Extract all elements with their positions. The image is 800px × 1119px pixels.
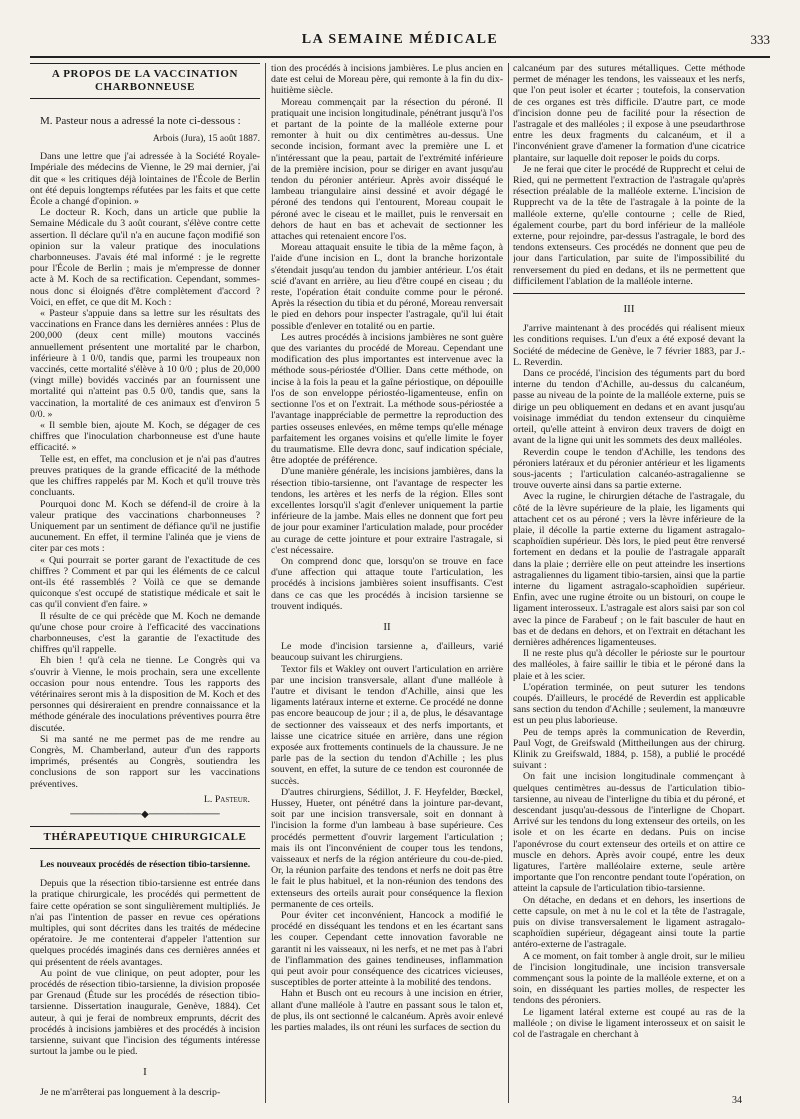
paragraph: Moreau commençait par la résection du péroné. Il pratiquait une incision longitudinale, pénétrant jusqu'à l'os et partant de la pointe de la malléole externe pour remonter à huit ou dix centimètres au-dessus. Une seconde incision, formant avec la première une L et n'intéressant que la peau, partait de l'extrémité inférieure de la première incision, pour se diriger en avant jusqu'au tendon du péronier antérieur. Après avoir disséqué le lambeau triangulaire ainsi dessiné et avoir dégagé le péroné des tendons qui l'entourent, Moreau coupait le péroné avec le ciseau et le maillet, puis le renversait en dehors de haut en bas et achevait de sectionner les attaches qui retenaient encore l'os. bbox=[271, 96, 503, 243]
page-number: 333 bbox=[750, 32, 770, 47]
paragraph: On fait une incision longitudinale commençant à quelques centimètres au-dessus de l'articulation tibio-tarsienne, au niveau de l'interligne du tibia et du péroné, et descendant jusqu'au-dessous de l'interligne de Chopart. Arrivé sur les tendons du long extenseur des orteils, on les isole et on les écarte en dedans. Puis on incise l'aponévrose du court extenseur des orteils et on attire ce muscle en dehors. Après avoir coupé, entre les deux ligatures, l'artère malléolaire externe, seule artère importante que l'on rencontre pendant toute l'opération, on atteint la capsule de l'articulation tibio-tarsienne. bbox=[513, 771, 745, 895]
paragraph: Je ne ferai que citer le procédé de Rupprecht et celui de Ried, qui ne permettent l'extraction de l'astragale qu'après résection préalable de la malléole externe. L'incision de Rupprecht va de la tête de l'astragale à la pointe de la malléole externe, qu'elle contourne ; celle de Ried, également courbe, part du bord inférieur de la malléole externe, pour rejoindre, par-dessus l'astragale, le bord des tendons extenseurs. Ces procédés ne donnent que peu de jour dans l'articulation, par suite de l'impossibilité du renversement du pied en dedans, et ils ne permettent que difficilement l'ablation de la malléole interne. bbox=[513, 163, 745, 287]
paragraph: Il résulte de ce qui précède que M. Koch ne demande qu'une chose pour croire à l'efficacité des vaccinations charbonneuses, c'est la garantie de l'exactitude des chiffres qu'il rappelle. bbox=[30, 610, 260, 656]
column-divider bbox=[265, 63, 266, 1103]
paragraph: calcanéum par des sutures métalliques. Cette méthode permet de ménager les tendons, les vaisseaux et les nerfs, que l'on peut isoler et écarter ; toutefois, la conservation de ces organes est très difficile. D'autre part, ce mode d'incision donne peu de facilité pour la résection de l'astragale et des malléoles ; il expose à une pseudarthrose entre les deux fragments du calcanéum, et il a l'inconvénient grave d'amener la formation d'une cicatrice plantaire, sur laquelle doit reposer le poids du corps. bbox=[513, 63, 745, 164]
paragraph: Au point de vue clinique, on peut adopter, pour les procédés de résection tibio-tarsienne, la division proposée par Grenaud (Étude sur les procédés de résection tibio-tarsienne. Dissertation inaugurale, Genève, 1884). Cet auteur, à qui je ferai de nombreux emprunts, décrit des procédés à incisions jambières et des procédés à incision tarsienne, suivant que l'incision des téguments intéresse surtout la jambe ou le pied. bbox=[30, 967, 260, 1058]
column-2 bbox=[271, 63, 503, 1103]
column-divider bbox=[508, 63, 509, 1103]
running-head bbox=[30, 32, 770, 52]
section-numeral: II bbox=[383, 620, 391, 633]
article-title: A PROPOS DE LA VACCINATION CHARBONNEUSE bbox=[30, 63, 260, 99]
article-lead: M. Pasteur nous a adressé la note ci-dessous : bbox=[40, 115, 241, 127]
header-rule bbox=[30, 56, 770, 58]
paragraph: Si ma santé ne me permet pas de me rendre au Congrès, M. Chamberland, auteur d'un des rapports imprimés, présentés au Congrès, soutiendra les conclusions de son rapport sur les vaccinations préventives. bbox=[30, 733, 260, 790]
paragraph: Dans une lettre que j'ai adressée à la Société Royale-Impériale des médecins de Vienne, le 29 mai dernier, j'ai dit que « les critiques déjà lointaines de l'École de Berlin ont été depuis longtemps réfutées par les faits et que cette École a changé d'opinion. » bbox=[30, 151, 260, 208]
paragraph: On détache, en dedans et en dehors, les insertions de cette capsule, on met à nu le col et la tête de l'astragale, puis on divise transversalement le ligament astragalo-scaphoïdien supérieur, dégageant ainsi toute la partie antéro-externe de l'astragale. bbox=[513, 894, 745, 951]
paragraph: D'une manière générale, les incisions jambières, dans la résection tibio-tarsienne, ont l'avantage de respecter les tendons, les artères et les nerfs de la région. Elles sont excellentes lorsqu'il s'agit d'enlever uniquement la partie inférieure de la jambe. Mais elles ne donnent que fort peu de jour pour examiner l'articulation malade, pour procéder au curage de cette jointure et pour extraire l'astragale, si c'est nécessaire. bbox=[271, 466, 503, 556]
paragraph: Reverdin coupe le tendon d'Achille, les tendons des péroniers latéraux et du péronier antérieur et les ligaments sous-jacents ; l'articulation calcanéo-astragalienne se trouve ouverte ainsi dans sa partie externe. bbox=[513, 446, 745, 492]
paragraph: Peu de temps après la communication de Reverdin, Paul Vogt, de Greifswald (Mittheilungen aus der chirurg. Klinik zu Greifswald, 1884, p. 158), a publié le procédé suivant : bbox=[513, 726, 745, 772]
article-subtitle: Les nouveaux procédés de résection tibio-tarsienne. bbox=[39, 859, 251, 871]
paragraph: On comprend donc que, lorsqu'on se trouve en face d'une affection qui attaque toute l'articulation, les procédés à incisions jambières soient insuffisants. C'est dans ce cas que les procédés à incision tarsienne se trouvent indiqués. bbox=[271, 555, 503, 612]
paragraph: Depuis que la résection tibio-tarsienne est entrée dans la pratique chirurgicale, les procédés qui permettent de faire cette opération se sont singulièrement multipliés. Je n'ai pas l'intention de passer en revue ces opérations multiples, qui sont décrites dans les traités de médecine opératoire. Je me contenterai d'appeler l'attention sur quelques procédés imaginés dans ces dernières années et qui présentent de réels avantages. bbox=[30, 878, 260, 968]
paragraph: Avec la rugine, le chirurgien détache de l'astragale, du côté de la lèvre supérieure de la plaie, les ligaments qui attachent cet os au péroné ; vers la lèvre inférieure de la plaie, il décolle la partie externe du ligament astragalo-scaphoïdien supérieur. Dès lors, le pied peut être renversé fortement en dedans et la poulie de l'astragale apparaît dans la plaie ; derrière elle on peut atteindre les insertions astragaliennes du ligament tibio-tarsien, ainsi que la partie interne du ligament astragalo-scaphoïdien supérieur. Enfin, avec une rugine étroite ou un bistouri, on coupe le ligament interosseux. L'astragale est alors saisi par son col avec la pince de Farabeuf ; on le fait basculer de haut en bas et de dedans en dehors, et on l'extrait en détachant les dernières adhérences ligamenteuses. bbox=[513, 491, 745, 648]
paragraph: Il ne reste plus qu'à décoller le périoste sur le pourtour des malléoles, à faire saillir le tibia et le péroné dans la plaie et à les scier. bbox=[513, 648, 745, 682]
dateline: Arbois (Jura), 15 août 1887. bbox=[152, 134, 260, 144]
paragraph: Eh bien ! qu'à cela ne tienne. Le Congrès qui va s'ouvrir à Vienne, le mois prochain, sera une excellente occasion pour nous entendre. Tous les rapports des vétérinaires seront mis à la disposition de M. Koch et des personnes qui désireraient en prendre connaissance et la méthode générale des inoculations préventives pourra être discutée. bbox=[30, 655, 260, 734]
paragraph: Pourquoi donc M. Koch se défend-il de croire à la valeur pratique des vaccinations charbonneuses ? Uniquement par un sentiment de défiance qu'il ne justifie aucunement. En effet, il termine l'alinéa que je viens de citer par ces mots : bbox=[30, 498, 260, 555]
paragraph: Le mode d'incision tarsienne a, d'ailleurs, varié beaucoup suivant les chirurgiens. bbox=[271, 641, 503, 664]
paragraph: Le ligament latéral externe est coupé au ras de la malléole ; on divise le ligament interosseux et on saisit le col de l'astragale en cherchant à bbox=[513, 1006, 745, 1041]
paragraph: Le docteur R. Koch, dans un article que publie la Semaine Médicale du 3 août courant, s'élève contre cette assertion. Il déclare qu'il n'a en aucune façon modifié son opinion sur la valeur pratique des inoculations charbonneuses. J'avais été mal informé : je le regrette pour l'École de Berlin ; mais je m'empresse de donner acte à M. Koch de sa rectification. Cependant, sommes-nous donc si éloignés d'être complètement d'accord ? Voici, en effet, ce que dit M. Koch : bbox=[30, 207, 260, 308]
section-rule bbox=[513, 293, 745, 294]
quote-paragraph: « Pasteur s'appuie dans sa lettre sur les résultats des vaccinations en France dans les dernières années : Plus de 200,000 (deux cent mille) moutons vaccinés annuellement présentent une mortalité par le charbon, inférieure à 1 0/0, tandis que, parmi les troupeaux non vaccinés, cette mortalité s'élève à 10 0/0 ; plus de 20,000 (vingt mille) bovidés vaccinés par an fournissent une mortalité qui n'atteint pas 0.5 0/0, tandis que, sans la vaccination, la mortalité de ces animaux est d'environ 5 0/0. » bbox=[30, 308, 260, 420]
paragraph: Pour éviter cet inconvénient, Hancock a modifié le procédé en disséquant les tendons et en les écartant sans les couper. Cependant cette innovation favorable ne garantit ni les vaisseaux, ni les nerfs, et ne met pas à l'abri de l'inflammation des gaines tendineuses, inflammation qui peut avoir pour conséquence des cicatrices vicieuses, susceptibles de porter atteinte à la mobilité des tendons. bbox=[271, 910, 503, 989]
paragraph: Hahn et Busch ont eu recours à une incision en étrier, allant d'une malléole à l'autre en passant sous le talon et, de plus, ils ont sectionné le calcanéum. Après avoir enlevé les parties malades, ils ont réuni les surfaces de section du bbox=[271, 988, 503, 1034]
paragraph: tion des procédés à incisions jambières. Le plus ancien en date est celui de Moreau père, qui remonte à la fin du dix-huitième siècle. bbox=[271, 63, 503, 97]
running-title: LA SEMAINE MÉDICALE bbox=[301, 32, 499, 47]
section-numeral: III bbox=[623, 303, 635, 316]
column-3 bbox=[513, 63, 745, 1103]
paragraph: Dans ce procédé, l'incision des téguments part du bord interne du tendon d'Achille, au-dessus du calcanéum, passe au niveau de la pointe de la malléole externe, puis se dirige un peu obliquement en dedans et en avant jusqu'au voisinage immédiat du tendon extenseur du cinquième orteil, qu'elle atteint à environ deux travers de doigt en avant de la ligne qui unit les sommets des deux malléoles. bbox=[513, 368, 745, 447]
quote-paragraph: « Il semble bien, ajoute M. Koch, se dégager de ces chiffres que l'inoculation charbonneuse est d'une haute efficacité. » bbox=[30, 420, 260, 454]
column-1 bbox=[30, 63, 260, 1103]
paragraph: Telle est, en effet, ma conclusion et je n'ai pas d'autres preuves pratiques de la grande efficacité de la méthode que les chiffres rappelés par M. Koch et qu'il trouve très concluants. bbox=[30, 453, 260, 499]
paragraph: A ce moment, on fait tomber à angle droit, sur le milieu de l'incision longitudinale, une incision transversale commençant sous la pointe de la malléole externe, et on a soin, en disséquant les parties molles, de respecter les tendons des péroniers. bbox=[513, 950, 745, 1007]
article-title: THÉRAPEUTIQUE CHIRURGICALE bbox=[30, 826, 260, 849]
paragraph: D'autres chirurgiens, Sédillot, J. F. Heyfelder, Bœckel, Hussey, Hueter, ont pénétré dans la jointure par-devant, soit par une incision transversale, soit en donnant à l'incision la forme d'un lambeau à base supérieure. Ces procédés permettent d'ouvrir largement l'articulation ; mais ils ont l'inconvénient de couper tous les tendons, vaisseaux et nerfs de la région antérieure du cou-de-pied. Or, la réunion parfaite des tendons et nerfs ne doit pas être le fait le plus habituel, et la non-réunion des tendons des extenseurs des orteils aurait pour conséquence la flexion permanente de ces orteils. bbox=[271, 786, 503, 910]
paragraph: Textor fils et Wakley ont ouvert l'articulation en arrière par une incision transversale, allant d'une malléole à l'autre et divisant le tendon d'Achille, ainsi que les ligaments latéraux interne et externe. Ce procédé ne donne pas encore beaucoup de jour ; il a, de plus, le désavantage de sectionner des vaisseaux et des nerfs importants, et laisse une cicatrice située en arrière, dans une région exposée aux frottements continuels de la chaussure. Je ne parle pas de la section du tendon d'Achille ; les plus souvent, en effet, la suture de ce tendon est couronnée de succès. bbox=[271, 663, 503, 787]
paragraph: Moreau attaquait ensuite le tibia de la même façon, à l'aide d'une incision en L, dont la branche horizontale s'étendait jusqu'au tendon du jambier antérieur. L'os était scié d'avant en arrière, au lieu d'être coupé en ciseau ; du reste, l'opération était conduite comme pour le péroné. Après la résection du tibia et du péroné, Moreau renversait le pied en dehors pour inspecter l'astragale, qu'il lui était possible d'enlever en totalité ou en partie. bbox=[271, 242, 503, 332]
section-numeral: I bbox=[143, 1066, 147, 1079]
signature-mark: 34 bbox=[732, 1095, 742, 1106]
signature: L. Pasteur. bbox=[203, 793, 250, 805]
paragraph: J'arrive maintenant à des procédés qui réalisent mieux les conditions requises. L'un d'eux a été exposé devant la Société de médecine de Genève, le 7 février 1883, par J.-L. Reverdin. bbox=[513, 323, 745, 368]
quote-paragraph: « Qui pourrait se porter garant de l'exactitude de ces chiffres ? Comment et par qui les éléments de ce calcul ont-ils été rassemblés ? Voilà ce que se demande quiconque s'est occupé de statistique médicale et sait le cas qu'il convient d'en faire. » bbox=[30, 554, 260, 611]
paragraph: Je ne m'arrêterai pas longuement à la descrip- bbox=[40, 1086, 221, 1098]
paragraph: L'opération terminée, on peut suturer les tendons coupés. D'ailleurs, le procédé de Reverdin est applicable sans section du tendon d'Achille ; seulement, la manœuvre est un peu plus laborieuse. bbox=[513, 681, 745, 727]
separator-ornament: ──────────◆────────── bbox=[70, 808, 220, 820]
paragraph: Les autres procédés à incisions jambières ne sont guère que des variantes du procédé de Moreau. Cependant une modification des plus importantes est intervenue avec la méthode sous-périostée d'Ollier. Dans cette méthode, on incise à la fois la peau et la gaîne périostique, on dépouille l'os de son enveloppe périostéo-ligamenteuse, enfin on sectionne l'os et on l'extrait. La méthode sous-périostée a l'avantage inappréciable de permettre la reproduction des parties osseuses enlevées, en même temps qu'elle ménage parfaitement les organes voisins et qu'elle limite le foyer du traumatisme. Elle devra donc, sauf indication spéciale, être adoptée de préférence. bbox=[271, 331, 503, 467]
